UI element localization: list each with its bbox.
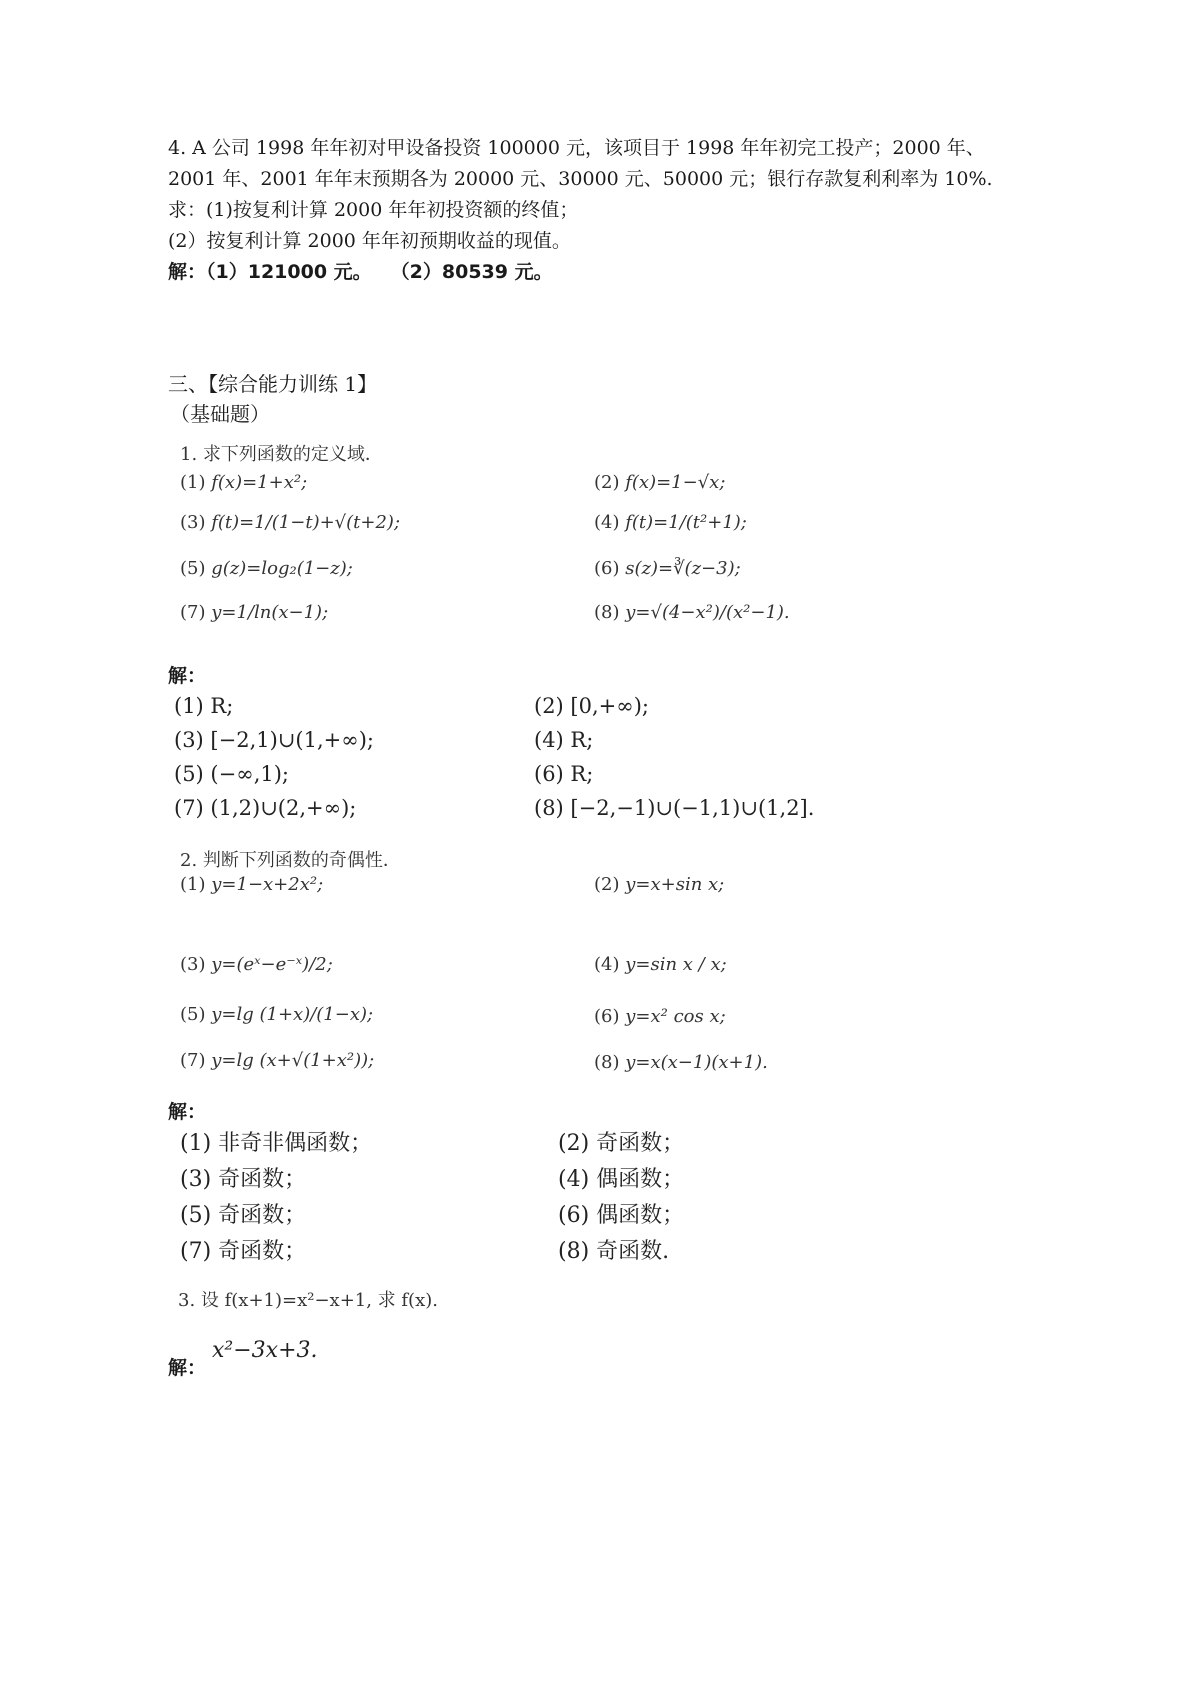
section-title: 三、【综合能力训练 1】 [168, 372, 378, 396]
q2-answer-6: (6) 偶函数； [558, 1203, 685, 1228]
q2-answer-label: 解： [168, 1101, 207, 1123]
q3-prompt: 3. 设 f(x+1)=x²−x+1, 求 f(x). [178, 1290, 438, 1311]
q1-item-4: (4) f(t)=1/(t²+1); [594, 512, 747, 533]
q2-item-3: (3) y=(eˣ−e⁻ˣ)/2; [180, 954, 333, 975]
q3-answer: x²−3x+3. [212, 1338, 318, 1363]
q1-answer-6: (6) R; [534, 762, 594, 786]
problem4-line2: 2001 年、2001 年年末预期各为 20000 元、30000 元、50000 元；银行存款复利利率为 10%. [168, 168, 993, 190]
q2-answer-8: (8) 奇函数. [558, 1239, 670, 1264]
section-subtitle: （基础题） [170, 402, 270, 426]
q1-answer-8: (8) [−2,−1)∪(−1,1)∪(1,2]. [534, 796, 815, 820]
q2-answer-2: (2) 奇函数； [558, 1131, 685, 1156]
problem4-line4: (2）按复利计算 2000 年年初预期收益的现值。 [168, 230, 571, 252]
q2-prompt: 2. 判断下列函数的奇偶性． [180, 850, 401, 871]
q2-answer-4: (4) 偶函数； [558, 1167, 685, 1192]
problem4-line3: 求：(1)按复利计算 2000 年年初投资额的终值； [168, 199, 579, 221]
q2-answer-7: (7) 奇函数； [180, 1239, 307, 1264]
q1-item-1: (1) f(x)=1+x²; [180, 472, 308, 493]
q1-answer-1: (1) R; [174, 694, 234, 718]
q2-item-6: (6) y=x² cos x; [594, 1006, 726, 1027]
q2-item-4: (4) y=sin x / x; [594, 954, 727, 975]
q2-item-1: (1) y=1−x+2x²; [180, 874, 324, 895]
q2-item-7: (7) y=lg (x+√(1+x²)); [180, 1050, 375, 1071]
q1-item-3: (3) f(t)=1/(1−t)+√(t+2); [180, 512, 401, 533]
q1-answer-7: (7) (1,2)∪(2,+∞); [174, 796, 357, 820]
q1-answer-3: (3) [−2,1)∪(1,+∞); [174, 728, 374, 752]
q2-answer-5: (5) 奇函数； [180, 1203, 307, 1228]
q1-answer-5: (5) (−∞,1); [174, 762, 290, 786]
q1-prompt: 1. 求下列函数的定义域． [180, 444, 383, 465]
q2-item-8: (8) y=x(x−1)(x+1). [594, 1052, 768, 1073]
q2-answer-1: (1) 非奇非偶函数； [180, 1131, 373, 1156]
q1-item-2: (2) f(x)=1−√x; [594, 472, 726, 493]
q1-answer-4: (4) R; [534, 728, 594, 752]
q2-item-5: (5) y=lg (1+x)/(1−x); [180, 1004, 374, 1025]
q1-item-8: (8) y=√(4−x²)/(x²−1). [594, 602, 790, 623]
q2-answer-3: (3) 奇函数； [180, 1167, 307, 1192]
problem4-answer: 解：（1）121000 元。 （2）80539 元。 [168, 261, 553, 283]
q1-answer-label: 解： [168, 665, 207, 687]
q3-answer-label: 解： [168, 1357, 207, 1379]
q1-item-7: (7) y=1/ln(x−1); [180, 602, 329, 623]
q2-item-2: (2) y=x+sin x; [594, 874, 725, 895]
q1-item-6: (6) s(z)=∛(z−3); [594, 558, 741, 579]
q1-answer-2: (2) [0,+∞); [534, 694, 650, 718]
problem4-line1: 4. A 公司 1998 年年初对甲设备投资 100000 元，该项目于 1998 年年初完工投产；2000 年、 [168, 137, 985, 159]
q1-item-5: (5) g(z)=log₂(1−z); [180, 558, 353, 579]
